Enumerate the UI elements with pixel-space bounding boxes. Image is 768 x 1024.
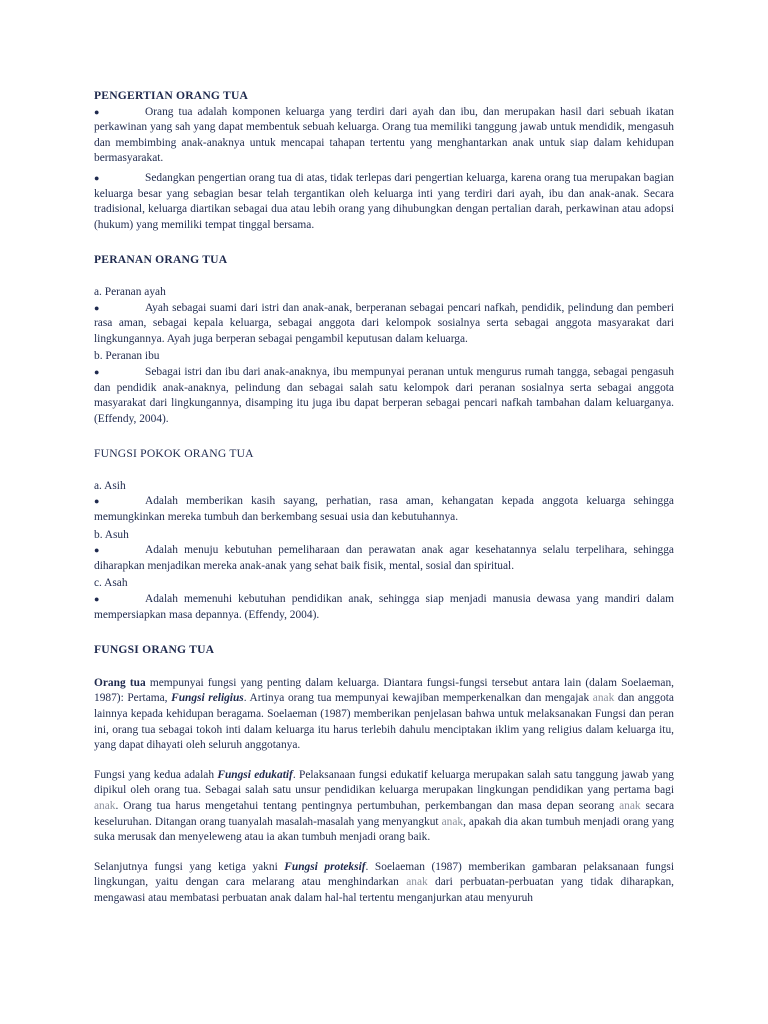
text-segment: . Soelaeman (1987) memberikan gambaran pelaksanaan fungsi lingkungan, yaitu dengan cara melarang atau menghindarkan: [94, 860, 674, 889]
link-anak[interactable]: anak: [406, 876, 428, 889]
term-fungsi-proteksif: Fungsi proteksif: [284, 860, 366, 873]
link-anak[interactable]: anak: [592, 692, 615, 705]
heading-peranan: PERANAN ORANG TUA: [94, 253, 228, 267]
term-fungsi-edukatif: Fungsi edukatif: [217, 768, 293, 781]
text-segment: . Orang tua harus mengetahui tentang pentingnya pertumbuhan, perkembangan dan masa depan seorang: [115, 799, 620, 812]
text-segment: . Pelaksanaan fungsi edukatif keluarga merupakan salah satu tanggung jawab yang dipikul oleh orang tua. Sebagai salah satu unsur pendidikan keluarga merupakan lingkungan pendidikan yang pertama bagi: [94, 768, 674, 797]
heading-fungsi-orang-tua: FUNGSI ORANG TUA: [94, 643, 215, 657]
paragraph-fungsi-proteksif: [94, 860, 674, 907]
heading-pengertian: PENGERTIAN ORANG TUA: [94, 89, 249, 102]
paragraph-text: Sebagai istri dan ibu dari anak-anaknya, ibu mempunyai peranan untuk mengurus rumah tangga, sebagai pengasuh dan pendidik anak-anaknya, pelindung dan sebagai salah satu kelompok dari peranan sosialnya serta sebagai anggota masyarakat dari lingkungannya, disamping itu juga ibu dapat berperan sebagai pencari nafkah tambahan dalam keluarganya. (Effendy, 2004).: [94, 365, 674, 425]
label-peranan-ayah: a. Peranan ayah: [94, 285, 166, 298]
text-segment: Fungsi yang kedua adalah: [94, 768, 218, 781]
link-anak[interactable]: anak: [94, 799, 116, 812]
term-fungsi-religius: Fungsi religius: [171, 692, 244, 705]
text-segment: . Artinya orang tua mempunyai kewajiban memperkenalkan dan mengajak: [243, 692, 593, 705]
text-segment: dari perbuatan-perbuatan yang tidak diharapkan, mengawasi atau membatasi perbuatan anak dalam hal-hal tertentu menganjurkan atau menyuruh: [94, 876, 674, 904]
paragraph-peranan-ayah: [94, 301, 674, 348]
paragraph-asih: [94, 494, 674, 525]
bullet-icon: ●: [94, 545, 100, 556]
text-segment: secara keseluruhan. Ditangan orang tuanyalah masalah-masalah yang menyangkut: [94, 799, 675, 828]
link-anak[interactable]: anak: [441, 815, 464, 828]
paragraph-peranan-ibu: [94, 365, 674, 427]
label-peranan-ibu: b. Peranan ibu: [94, 350, 160, 363]
paragraph-text: Sedangkan pengertian orang tua di atas, tidak terlepas dari pengertian keluarga, karena orang tua merupakan bagian keluarga besar yang sebagian besar telah tergantikan oleh keluarga inti yang terdiri dari ayah, ibu dan anak-anak. Secara tradisional, keluarga diartikan sebagai dua atau lebih orang yang dihubungkan dengan pertalian darah, perkawinan atau adopsi (hukum) yang memiliki tempat tinggal bersama.: [94, 171, 674, 231]
bullet-icon: ●: [94, 302, 100, 313]
term-orang-tua: Orang tua: [94, 676, 146, 689]
text-segment: Selanjutnya fungsi yang ketiga yakni: [94, 860, 285, 873]
text-segment: , apakah dia akan tumbuh menjadi orang yang suka merusak dan menyeleweng atau ia akan tumbuh menjadi orang baik.: [94, 815, 674, 844]
paragraph-text: Adalah memenuhi kebutuhan pendidikan anak, sehingga siap menjadi manusia dewasa yang mandiri dalam mempersiapkan masa depannya. (Effendy, 2004).: [94, 593, 674, 621]
paragraph-text: Orang tua adalah komponen keluarga yang terdiri dari ayah dan ibu, dan merupakan hasil dari sebuah ikatan perkawinan yang sah yang dapat membentuk sebuah keluarga. Orang tua memiliki tanggung jawab untuk mendidik, mengasuh dan membimbing anak-anaknya untuk mencapai tahapan tertentu yang menghantarkan anak untuk siap dalam kehidupan bermasyarakat.: [94, 105, 674, 165]
text-segment: dan anggota lainnya kepada kehidupan beragama. Soelaeman (1987) memberikan penjelasan bahwa untuk melaksanakan Fungsi dan peran ini, orang tua sebagai tokoh inti dalam keluarga itu harus terlebih dahulu menciptakan iklim yang religius dalam keluarga itu, yang dapat dihayati oleh seluruh anggotanya.: [94, 692, 674, 752]
paragraph-pengertian-1: [94, 105, 674, 167]
heading-fungsi-pokok: FUNGSI POKOK ORANG TUA: [94, 447, 254, 461]
bullet-icon: ●: [94, 594, 100, 605]
paragraph-text: Adalah memberikan kasih sayang, perhatian, rasa aman, kehangatan kepada anggota keluarga sehingga memungkinkan mereka tumbuh dan berkembang sesuai usia dan kebutuhannya.: [94, 495, 674, 524]
label-asah: c. Asah: [94, 577, 128, 590]
paragraph-pengertian-2: [94, 171, 674, 233]
paragraph-text: Adalah menuju kebutuhan pemeliharaan dan perawatan anak agar kesehatannya selalu terpelihara, sehingga diharapkan menjadikan mereka anak-anak yang sehat baik fisik, mental, sosial dan spiritual.: [94, 544, 674, 572]
link-anak[interactable]: anak: [619, 799, 641, 812]
bullet-icon: ●: [94, 172, 100, 183]
paragraph-fungsi-edukatif: [94, 768, 674, 846]
bullet-icon: ●: [94, 106, 100, 117]
paragraph-asuh: [94, 543, 674, 574]
label-asih: a. Asih: [94, 479, 126, 492]
label-asuh: b. Asuh: [94, 528, 129, 541]
bullet-icon: ●: [94, 366, 100, 377]
paragraph-text: Ayah sebagai suami dari istri dan anak-anak, berperanan sebagai pencari nafkah, pendidik, pelindung dan pemberi rasa aman, sebagai kepala keluarga, sebagai anggota dari kelompok sosialnya serta sebagai anggota masyarakat dari lingkungannya. Ayah juga berperan sebagai pengambil keputusan dalam keluarga.: [94, 301, 674, 345]
text-segment: mempunyai fungsi yang penting dalam keluarga. Diantara fungsi-fungsi tersebut antara lain (dalam Soelaeman, 1987): Pertama,: [94, 676, 674, 705]
paragraph-asah: [94, 592, 674, 623]
paragraph-fungsi-religius: [94, 676, 674, 754]
bullet-icon: ●: [94, 496, 100, 507]
